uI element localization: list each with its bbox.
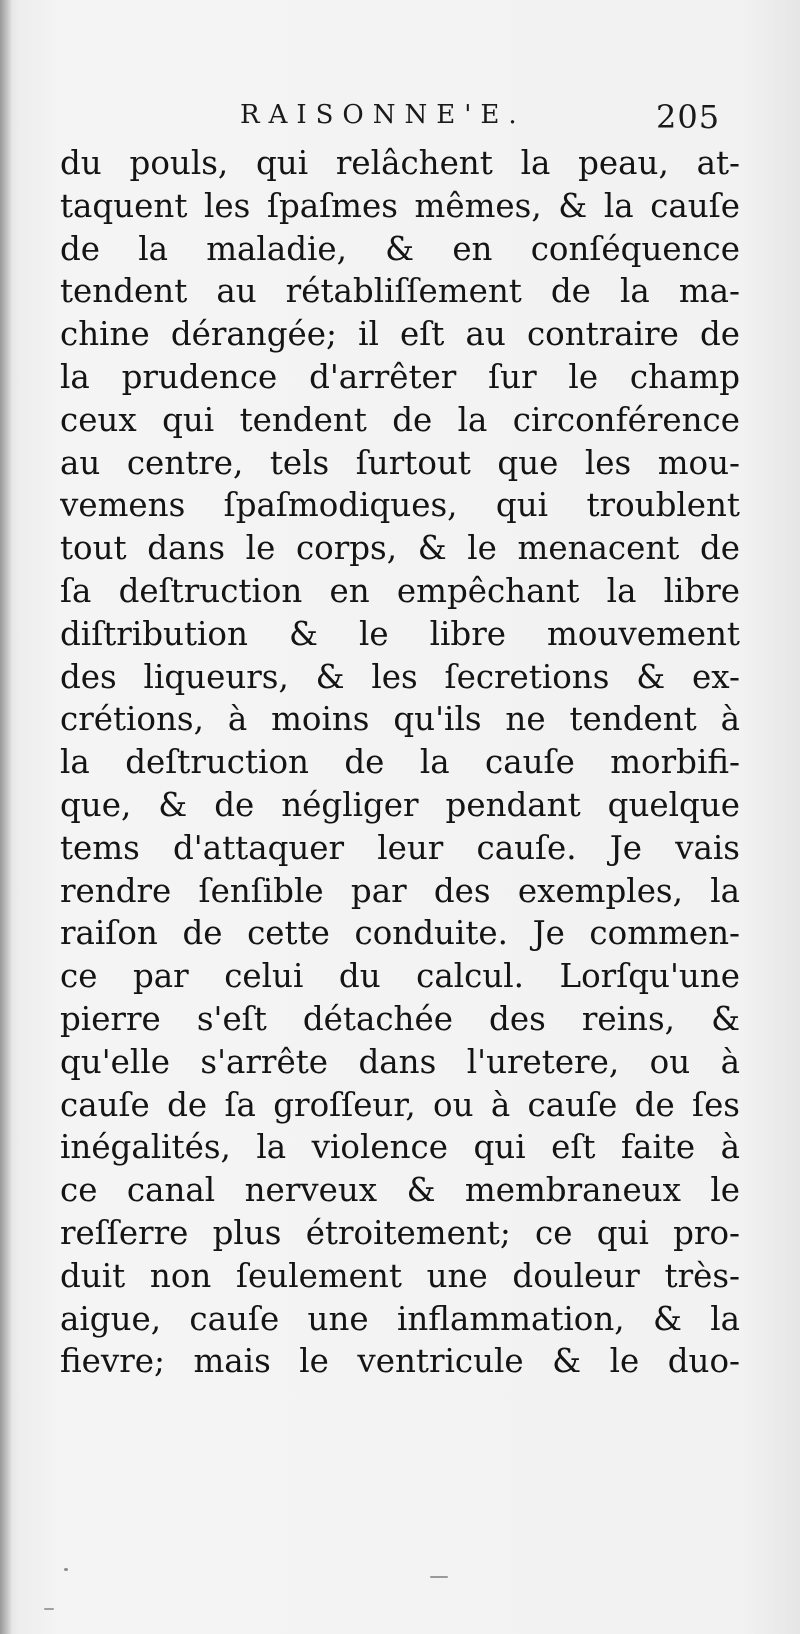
text-line: la deſtruction de la cauſe morbifi- (60, 743, 740, 782)
text-line: fievre; mais le ventricule & le duo- (60, 1342, 740, 1381)
text-line: ce par celui du calcul. Lorſqu'une (60, 957, 740, 996)
text-line: reſſerre plus étroitement; ce qui pro- (60, 1213, 740, 1252)
page-header (0, 100, 800, 144)
text-line: qu'elle s'arrête dans l'uretere, ou à (60, 1042, 740, 1081)
text-line: taquent les ſpaſmes mêmes, & la cauſe (60, 186, 740, 225)
text-line: de la maladie, & en conſéquence (60, 229, 740, 268)
text-line: inégalités, la violence qui eſt faite à (60, 1128, 740, 1167)
text-line: ſa deſtruction en empêchant la libre (60, 571, 740, 610)
text-line: aigue, cauſe une inflammation, & la (60, 1299, 740, 1338)
text-line: raiſon de cette conduite. Je commen- (60, 914, 740, 953)
text-line: chine dérangée; il eſt au contraire de (60, 315, 740, 354)
text-line: au centre, tels ſurtout que les mou- (60, 443, 740, 482)
text-line: vemens ſpaſmodiques, qui troublent (60, 486, 740, 525)
text-line: que, & de négliger pendant quelque (60, 785, 740, 824)
text-line: du pouls, qui relâchent la peau, at- (60, 144, 740, 182)
paper-speck (44, 1608, 54, 1610)
text-line: tems d'attaquer leur cauſe. Je vais (60, 828, 740, 867)
page-number: 205 (656, 98, 721, 136)
text-line: crétions, à moins qu'ils ne tendent à (60, 700, 740, 739)
text-line: rendre ſenſible par des exemples, la (60, 871, 740, 910)
paper-speck (64, 1568, 68, 1571)
text-line: des liqueurs, & les ſecretions & ex- (60, 657, 740, 696)
text-line: pierre s'eſt détachée des reins, & (60, 999, 740, 1038)
running-head: RAISONNE'E. (240, 100, 526, 130)
paper-speck (430, 1576, 448, 1578)
body-text (60, 142, 740, 1383)
text-line: la prudence d'arrêter ſur le champ (60, 357, 740, 396)
text-line: tendent au rétabliſſement de la ma- (60, 272, 740, 311)
text-line: ceux qui tendent de la circonférence (60, 400, 740, 439)
page-gutter-shadow (0, 0, 12, 1634)
text-line: diſtribution & le libre mouvement (60, 614, 740, 653)
text-line: tout dans le corps, & le menacent de (60, 529, 740, 568)
text-line: cauſe de ſa groſſeur, ou à cauſe de ſes (60, 1085, 740, 1124)
text-line: ce canal nerveux & membraneux le (60, 1171, 740, 1210)
text-line: duit non ſeulement une douleur très- (60, 1256, 740, 1295)
